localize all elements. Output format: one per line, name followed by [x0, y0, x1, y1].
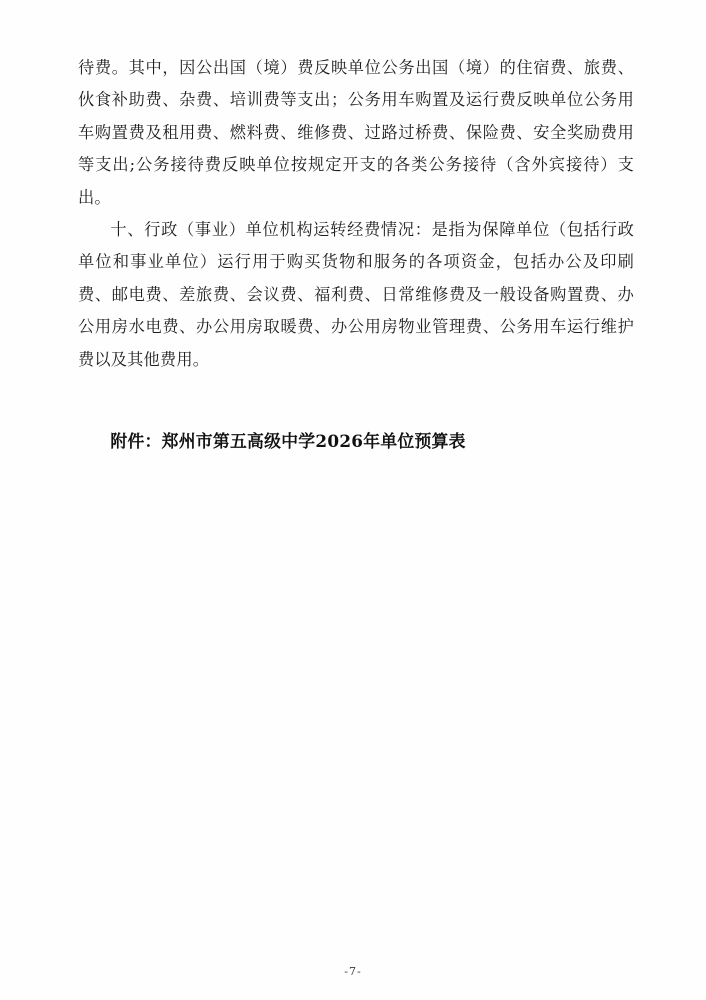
document-body: [78, 52, 634, 456]
paragraph-continuation: 待费。其中，因公出国（境）费反映单位公务出国（境）的住宿费、旅费、伙食补助费、杂费、培训费等支出；公务用车购置及运行费反映单位公务用车购置费及租用费、燃料费、维修费、过路过桥费、保险费、安全奖励费用等支出;公务接待费反映单位按规定开支的各类公务接待（含外宾接待）支出。: [78, 58, 634, 207]
paragraph-section-ten: 十、行政（事业）单位机构运转经费情况：是指为保障单位（包括行政单位和事业单位）运行用于购买货物和服务的各项资金，包括办公及印刷费、邮电费、差旅费、会议费、福利费、日常维修费及一般设备购置费、办公用房水电费、办公用房取暖费、办公用房物业管理费、公务用车运行维护费以及其他费用。: [78, 220, 634, 369]
attachment-line: 附件：郑州市第五高级中学2026年单位预算表: [110, 431, 466, 452]
page-number: -7-: [344, 965, 362, 978]
